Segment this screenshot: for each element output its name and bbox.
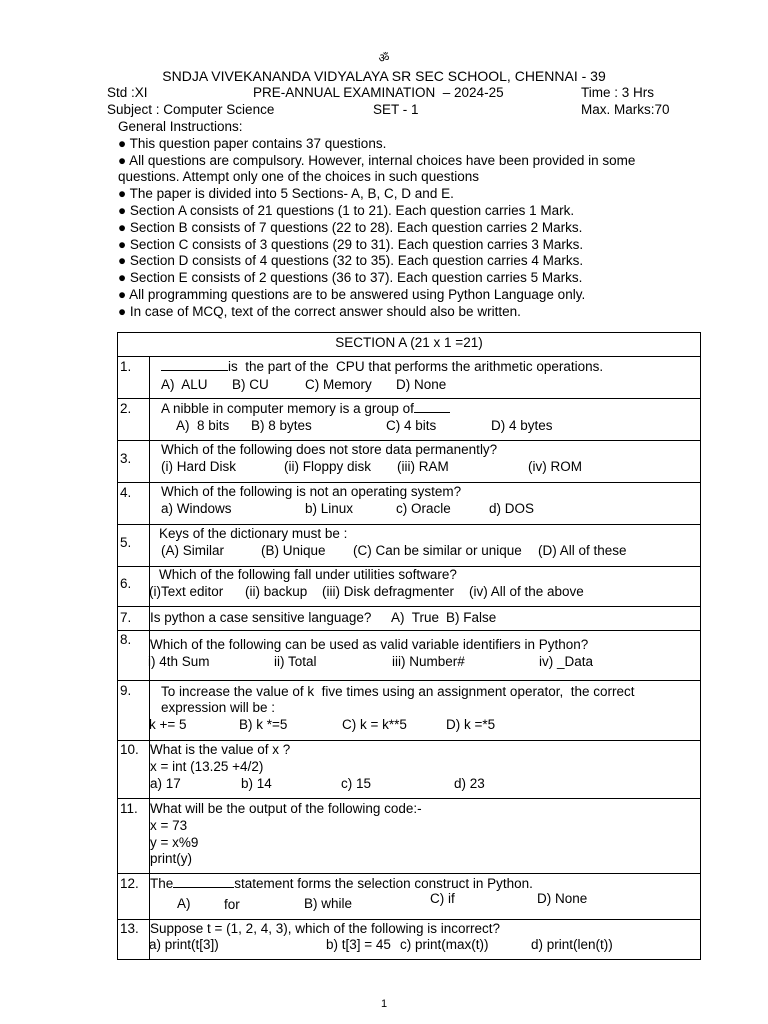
question-row (118, 482, 700, 524)
instructions-title: General Instructions: (118, 119, 243, 134)
question-row (118, 740, 700, 798)
option-c: (C) Can be similar or unique (353, 543, 522, 558)
question-row (118, 398, 700, 440)
option-c: c) print(max(t)) (400, 937, 489, 952)
time-label: Time : 3 Hrs (581, 85, 655, 100)
option-c: C) Memory (305, 377, 372, 392)
set-label: SET - 1 (373, 102, 419, 117)
question-number: 8. (120, 632, 132, 647)
instruction-item: ● The paper is divided into 5 Sections- A, B, C, D and E. (118, 186, 454, 201)
instruction-item: questions. Attempt only one of the choices in such questions (118, 169, 479, 184)
question-row (118, 798, 700, 873)
option-b: B) k *=5 (239, 717, 288, 732)
question-row (118, 356, 700, 398)
option-d: d) 23 (454, 776, 485, 791)
instruction-item: ● This question paper contains 37 questions. (118, 136, 387, 151)
question-number: 5. (120, 535, 132, 550)
question-row (118, 566, 700, 606)
option-b: b) 14 (241, 776, 272, 791)
question-row (118, 630, 700, 680)
max-marks-label: Max. Marks:70 (581, 102, 670, 117)
question-row (118, 606, 700, 630)
instruction-item: ● All questions are compulsory. However, internal choices have been provided in some (118, 153, 636, 168)
question-text: To increase the value of k five times using an assignment operator, the correct (161, 684, 635, 699)
option-c: (iii) Disk defragmenter (322, 584, 455, 599)
school-name: SNDJA VIVEKANANDA VIDYALAYA SR SEC SCHOOL, CHENNAI - 39 (162, 68, 606, 84)
option-d: d) print(len(t)) (531, 937, 613, 952)
question-row (118, 440, 700, 482)
option-a: i) 4th Sum (148, 654, 210, 669)
code-line: print(y) (150, 851, 193, 866)
question-number: 2. (120, 401, 132, 416)
option-a: a) 17 (150, 776, 181, 791)
option-c: (iii) RAM (397, 459, 449, 474)
instruction-item: ● Section B consists of 7 questions (22 to 28). Each question carries 2 Marks. (118, 220, 583, 235)
option-a: (A) Similar (161, 543, 224, 558)
code-line: x = 73 (150, 818, 188, 833)
instruction-item: ● Section C consists of 3 questions (29 to 31). Each question carries 3 Marks. (118, 237, 584, 252)
question-text: Which of the following is not an operating system? (161, 484, 462, 499)
option-b: B) False (446, 610, 497, 625)
option-b: b) Linux (305, 501, 354, 516)
question-text: What is the value of x ? (150, 742, 291, 757)
instruction-item: ● Section A consists of 21 questions (1 to 21). Each question carries 1 Mark. (118, 203, 575, 218)
option-c: C) k = k**5 (342, 717, 407, 732)
question-text: Which of the following fall under utilities software? (159, 567, 457, 582)
question-text-continued: expression will be : (161, 700, 276, 715)
option-a: A) ALU (161, 377, 208, 392)
option-d: (iv) All of the above (469, 584, 584, 599)
code-line: y = x%9 (150, 835, 199, 850)
question-number: 1. (120, 359, 132, 374)
question-text: Is python a case sensitive language? (150, 610, 372, 625)
instruction-item: ● All programming questions are to be answered using Python Language only. (118, 287, 586, 302)
option-b: (B) Unique (261, 543, 326, 558)
option-b: (ii) Floppy disk (284, 459, 372, 474)
question-number: 7. (120, 610, 132, 625)
option-b: ii) Total (274, 654, 317, 669)
option-a: (i)Text editor (149, 584, 224, 599)
page-number: 1 (380, 998, 388, 1010)
question-number: 12. (120, 876, 139, 891)
option-a: A) 8 bits (176, 418, 230, 433)
om-symbol: ॐ (378, 51, 390, 65)
option-d: d) DOS (489, 501, 535, 516)
option-d: D) None (537, 891, 588, 906)
option-d: (iv) ROM (528, 459, 582, 474)
std-label: Std :XI (107, 85, 148, 100)
section-a-title: SECTION A (21 x 1 =21) (335, 335, 483, 350)
section-a-table (117, 332, 701, 960)
question-number: 13. (120, 921, 139, 936)
question-number: 6. (120, 576, 132, 591)
code-line: x = int (13.25 +4/2) (150, 759, 264, 774)
option-d: D) 4 bytes (491, 418, 553, 433)
option-a: A) True (391, 610, 440, 625)
option-b: B) 8 bytes (251, 418, 312, 433)
option-d: D) k =*5 (446, 717, 496, 732)
option-b: b) t[3] = 45 (326, 937, 391, 952)
answer-blank (161, 359, 228, 371)
option-c: c) Oracle (396, 501, 451, 516)
instruction-item: ● In case of MCQ, text of the correct answer should also be written. (118, 304, 521, 319)
option-a: a) Windows (161, 501, 232, 516)
option-b: (ii) backup (245, 584, 308, 599)
question-text: is the part of the CPU that performs the arithmetic operations. (161, 359, 603, 375)
option-a-value: for (224, 897, 240, 912)
option-d: (D) All of these (538, 543, 627, 558)
option-c: C) 4 bits (386, 418, 437, 433)
instruction-item: ● Section D consists of 4 questions (32 to 35). Each question carries 4 Marks. (118, 253, 584, 268)
subject-label: Subject : Computer Science (107, 102, 275, 117)
option-a: a) print(t[3]) (149, 937, 219, 952)
instruction-item: ● Section E consists of 2 questions (36 to 37). Each question carries 5 Marks. (118, 270, 583, 285)
option-d: iv) _Data (539, 654, 594, 669)
question-number: 4. (120, 485, 132, 500)
question-text: The statement forms the selection construct in Python. (150, 876, 533, 891)
answer-blank (414, 401, 450, 413)
question-text: Suppose t = (1, 2, 4, 3), which of the following is incorrect? (150, 921, 501, 936)
question-text: Which of the following can be used as valid variable identifiers in Python? (150, 637, 589, 652)
exam-title: PRE-ANNUAL EXAMINATION – 2024-25 (253, 85, 504, 100)
question-number: 10. (120, 742, 139, 757)
question-row (118, 680, 700, 740)
option-d: D) None (396, 377, 447, 392)
option-b: B) CU (232, 377, 269, 392)
option-a: k += 5 (149, 717, 187, 732)
question-number: 3. (120, 451, 132, 466)
option-b: B) while (304, 896, 353, 911)
option-a: (i) Hard Disk (161, 459, 237, 474)
question-text: Which of the following does not store data permanently? (161, 442, 498, 457)
question-text: What will be the output of the following code:- (150, 801, 422, 816)
option-c: C) if (430, 891, 455, 906)
question-row (118, 919, 700, 960)
question-text: A nibble in computer memory is a group of (161, 401, 450, 417)
question-number: 11. (120, 801, 138, 816)
question-row (118, 524, 700, 566)
question-row (118, 873, 700, 919)
option-c: c) 15 (341, 776, 372, 791)
option-a: A) (177, 896, 191, 911)
answer-blank (173, 876, 234, 888)
question-number: 9. (120, 683, 132, 698)
question-text: Keys of the dictionary must be : (159, 526, 348, 541)
option-c: iii) Number# (392, 654, 465, 669)
